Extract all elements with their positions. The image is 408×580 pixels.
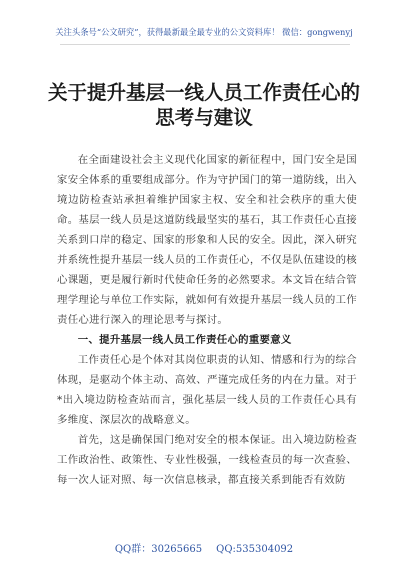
section1-paragraph-2: 首先，这是确保国门绝对安全的根本保证。出入境边防检查工作政治性、政策性、专业性极强，一线检查员的每一次查验、每一次人证对照、每一次信息核录，都直接关系到能否有效防 xyxy=(57,434,357,486)
header-promo-note: 关注头条号“公文研究”，获得最新最全最专业的公文资料库！ 微信：gongwenyj xyxy=(55,27,353,37)
intro-paragraph: 在全面建设社会主义现代化国家的新征程中，国门安全是国家安全体系的重要组成部分。作为守护国门的第一道防线，出入境边防检查站承担着维护国家主权、安全和社会秩序的重大使命。基层一线人员是这道防线最坚实的基石，其工作责任心直接关系到口岸的稳定、国家的形象和人民的安全。因此，深入研究并系统性提升基层一线人员的工作责任心，不仅是队伍建设的核心课题，更是履行新时代使命任务的必然要求。本文旨在结合管理学理论与单位工作实际，就如何有效提升基层一线人员的工作责任心进行深入的理论思考与探讨。 xyxy=(57,154,357,326)
document-title xyxy=(0,80,408,130)
document-body xyxy=(57,150,357,490)
title-line-1: 关于提升基层一线人员工作责任心的 xyxy=(47,81,360,104)
section1-paragraph-1: 工作责任心是个体对其岗位职责的认知、情感和行为的综合体现，是驱动个体主动、高效、严谨完成任务的内在力量。对于*出入境边防检查站而言，强化基层一线人员的工作责任心具有多维度、深层次的战略意义。 xyxy=(57,354,357,426)
header-divider xyxy=(60,44,350,45)
footer-contact xyxy=(0,540,408,555)
footer-qq-contact: QQ:535304092 xyxy=(216,544,294,555)
footer-qq-group: QQ群：30265665 xyxy=(114,544,203,555)
title-line-2: 思考与建议 xyxy=(155,106,253,129)
section-heading-1: 一、提升基层一线人员工作责任心的重要意义 xyxy=(77,334,292,346)
